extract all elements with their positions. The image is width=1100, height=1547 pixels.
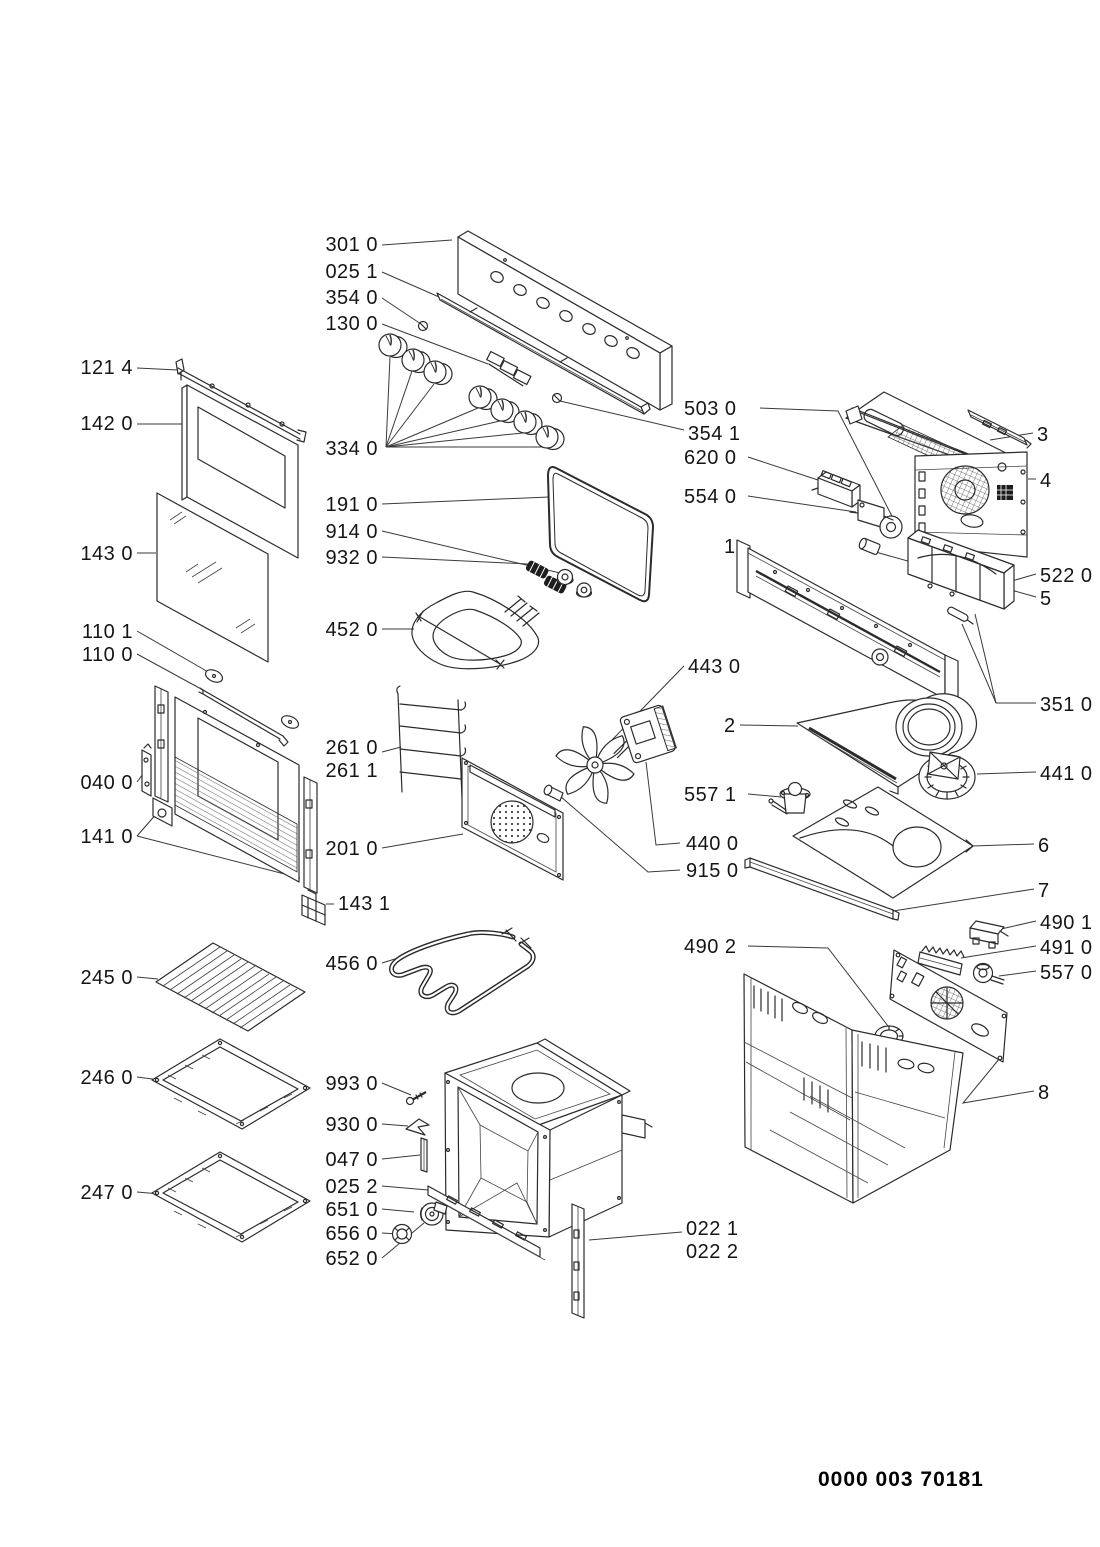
part-label-110-0: 110 0 (81, 644, 133, 666)
screw-354-1 (553, 394, 562, 403)
part-label-993-0: 993 0 (325, 1073, 378, 1095)
index-label-7: 7 (1038, 880, 1050, 902)
wire-shelf-245-0 (156, 943, 305, 1031)
part-label-656-0: 656 0 (325, 1223, 378, 1245)
thermostat-557-0 (974, 964, 1005, 985)
terminal-block-620-0 (812, 471, 860, 507)
part-label-554-0: 554 0 (684, 486, 737, 508)
part-label-503-0: 503 0 (684, 398, 737, 420)
pin-351-0 (946, 606, 975, 626)
index-label-8: 8 (1038, 1082, 1050, 1104)
inner-door-panel-part (175, 697, 299, 882)
part-label-930-0: 930 0 (325, 1114, 378, 1136)
part-label-110-1: 110 1 (81, 621, 133, 643)
part-label-490-2: 490 2 (684, 936, 737, 958)
control-panel-part (458, 231, 672, 410)
door-hinge-rail-right (304, 777, 317, 893)
part-label-491-0: 491 0 (1040, 937, 1093, 959)
part-label-456-0: 456 0 (325, 953, 378, 975)
part-label-351-0: 351 0 (1040, 694, 1093, 716)
part-label-557-1: 557 1 (684, 784, 737, 806)
strip-047-0 (421, 1138, 427, 1172)
thermostat-557-1 (769, 783, 810, 815)
part-label-915-0: 915 0 (686, 860, 739, 882)
hinge-part-040-0 (142, 744, 151, 796)
part-label-121-4: 121 4 (80, 357, 133, 379)
grill-element-part (412, 591, 539, 669)
oven-cavity-part (445, 1039, 652, 1237)
part-label-025-2: 025 2 (325, 1176, 378, 1198)
part-label-557-0: 557 0 (1040, 962, 1093, 984)
part-label-246-0: 246 0 (80, 1067, 133, 1089)
side-trim-022 (572, 1204, 584, 1318)
part-label-191-0: 191 0 (325, 494, 378, 516)
part-label-143-1: 143 1 (338, 893, 391, 915)
lamp-cover-656-0 (393, 1225, 412, 1244)
part-label-354-0: 354 0 (325, 287, 378, 309)
index-label-2: 2 (724, 715, 736, 737)
part-label-247-0: 247 0 (80, 1182, 133, 1204)
baking-tray-247-0 (152, 1152, 310, 1242)
door-hinge-rail-left (153, 686, 172, 826)
part-label-047-0: 047 0 (325, 1149, 378, 1171)
fan-blade-part (556, 724, 634, 807)
part-label-620-0: 620 0 (684, 447, 737, 469)
part-label-040-0: 040 0 (80, 772, 133, 794)
part-label-143-0: 143 0 (80, 543, 133, 565)
part-label-443-0: 443 0 (688, 656, 741, 678)
part-label-022-1: 022 1 (686, 1218, 739, 1240)
bracket-490-1 (970, 921, 1008, 948)
motor-554-0 (850, 500, 902, 538)
part-label-652-0: 652 0 (325, 1248, 378, 1270)
part-label-440-0: 440 0 (686, 833, 739, 855)
part-label-651-0: 651 0 (325, 1199, 378, 1221)
part-label-245-0: 245 0 (80, 967, 133, 989)
index-label-1: 1 (724, 536, 736, 558)
part-label-142-0: 142 0 (80, 413, 133, 435)
part-label-490-1: 490 1 (1040, 912, 1093, 934)
part-label-914-0: 914 0 (325, 521, 378, 543)
part-label-201-0: 201 0 (325, 838, 378, 860)
shelf-side-racks-part (397, 686, 466, 798)
part-label-025-1: 025 1 (325, 261, 378, 283)
index-label-4: 4 (1040, 470, 1052, 492)
screw-354-0 (419, 322, 428, 331)
part-label-261-1: 261 1 (325, 760, 378, 782)
bushing-5-part (858, 537, 881, 555)
part-label-354-1: 354 1 (688, 423, 741, 445)
lower-heating-element-part (391, 928, 533, 1013)
part-label-261-0: 261 0 (325, 737, 378, 759)
part-label-932-0: 932 0 (325, 547, 378, 569)
cavity-back-panel-part (462, 758, 563, 880)
index-label-5: 5 (1040, 588, 1052, 610)
baking-tray-246-0 (152, 1039, 310, 1129)
part-label-130-0: 130 0 (325, 313, 378, 335)
part-label-141-0: 141 0 (80, 826, 133, 848)
hinge-part-143-1 (302, 890, 325, 925)
index-label-3: 3 (1037, 424, 1049, 446)
fan-spacer-915-0 (543, 784, 563, 801)
switch-bracket-part (484, 352, 533, 388)
part-label-441-0: 441 0 (1040, 763, 1093, 785)
part-label-301-0: 301 0 (325, 234, 378, 256)
part-label-334-0: 334 0 (325, 438, 378, 460)
part-label-522-0: 522 0 (1040, 565, 1093, 587)
document-code: 0000 003 70181 (818, 1468, 984, 1491)
bracket-930-0 (406, 1119, 429, 1135)
part-label-452-0: 452 0 (325, 619, 378, 641)
part-label-022-2: 022 2 (686, 1241, 739, 1263)
index-label-6: 6 (1038, 835, 1050, 857)
door-washer-110-1 (204, 667, 225, 685)
lamp-651-0 (421, 1202, 448, 1225)
insulation-cover-6-part (793, 787, 973, 898)
